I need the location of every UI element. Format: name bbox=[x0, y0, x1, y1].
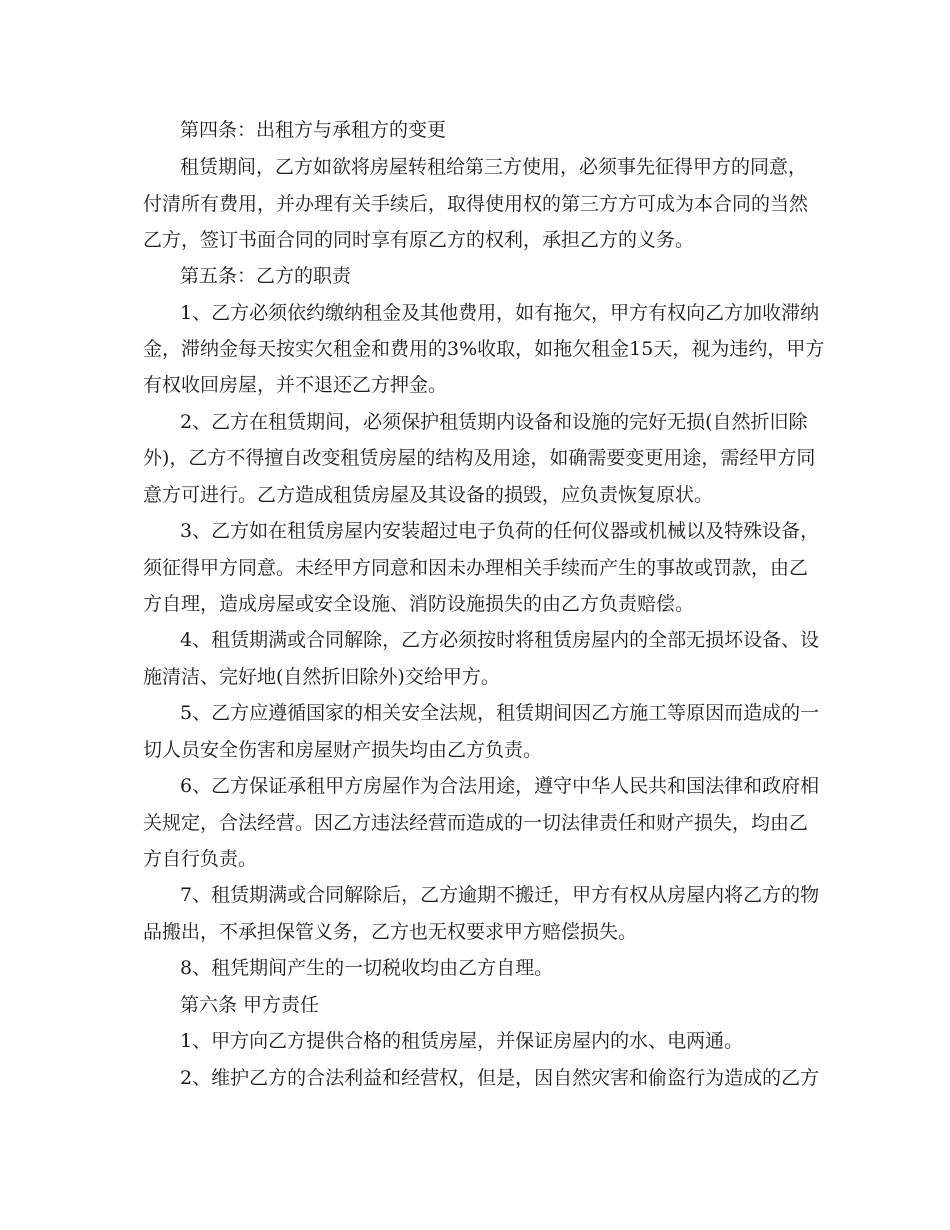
paragraph-line: 金，滞纳金每天按实欠租金和费用的3%收取，如拖欠租金15天，视为违约，甲方 bbox=[143, 338, 825, 360]
paragraph-line: 4、租赁期满或合同解除，乙方必须按时将租赁房屋内的全部无损坏设备、设 bbox=[180, 629, 820, 651]
paragraph-line: 方自理，造成房屋或安全设施、消防设施损失的由乙方负责赔偿。 bbox=[143, 593, 695, 615]
paragraph-line: 关规定，合法经营。因乙方违法经营而造成的一切法律责任和财产损失，均由乙 bbox=[143, 812, 809, 834]
paragraph-line: 租赁期间，乙方如欲将房屋转租给第三方使用，必须事先征得甲方的同意， bbox=[180, 156, 808, 178]
paragraph-line: 1、甲方向乙方提供合格的租赁房屋，并保证房屋内的水、电两通。 bbox=[180, 1030, 744, 1052]
paragraph-line: 外)，乙方不得擅自改变租赁房屋的结构及用途，如确需要变更用途，需经甲方同 bbox=[143, 447, 816, 469]
paragraph-line: 3、乙方如在租赁房屋内安装超过电子负荷的任何仪器或机械以及特殊设备， bbox=[180, 520, 820, 542]
paragraph-line: 施清洁、完好地(自然折旧除外)交给甲方。 bbox=[143, 666, 500, 688]
paragraph-line: 品搬出，不承担保管义务，乙方也无权要求甲方赔偿损失。 bbox=[143, 921, 638, 943]
section-heading-4: 第四条：出租方与承租方的变更 bbox=[180, 119, 447, 141]
paragraph-line: 5、乙方应遵循国家的相关安全法规，租赁期间因乙方施工等原因而造成的一 bbox=[180, 702, 820, 724]
paragraph-line: 有权收回房屋，并不退还乙方押金。 bbox=[143, 374, 448, 396]
paragraph-line: 须征得甲方同意。未经甲方同意和因未办理相关手续而产生的事故或罚款，由乙 bbox=[143, 557, 809, 579]
section-heading-5: 第五条：乙方的职责 bbox=[180, 265, 352, 287]
paragraph-line: 2、维护乙方的合法利益和经营权，但是，因自然灾害和偷盗行为造成的乙方 bbox=[180, 1067, 820, 1089]
paragraph-line: 付清所有费用，并办理有关手续后，取得使用权的第三方方可成为本合同的当然 bbox=[143, 193, 809, 215]
paragraph-line: 方自行负责。 bbox=[143, 848, 258, 870]
paragraph-line: 6、乙方保证承租甲方房屋作为合法用途，遵守中华人民共和国法律和政府相 bbox=[180, 775, 820, 797]
paragraph-line: 7、租赁期满或合同解除后，乙方逾期不搬迁，甲方有权从房屋内将乙方的物 bbox=[180, 884, 820, 906]
paragraph-line: 乙方，签订书面合同的同时享有原乙方的权利，承担乙方的义务。 bbox=[143, 229, 695, 251]
paragraph-line: 1、乙方必须依约缴纳租金及其他费用，如有拖欠，甲方有权向乙方加收滞纳 bbox=[180, 302, 820, 324]
paragraph-line: 2、乙方在租赁期间，必须保护租赁期内设备和设施的完好无损(自然折旧除 bbox=[180, 411, 808, 433]
paragraph-line: 8、租凭期间产生的一切税收均由乙方自理。 bbox=[180, 957, 554, 979]
paragraph-line: 切人员安全伤害和房屋财产损失均由乙方负责。 bbox=[143, 739, 543, 761]
section-heading-6: 第六条 甲方责任 bbox=[180, 994, 320, 1016]
paragraph-line: 意方可进行。乙方造成租赁房屋及其设备的损毁，应负责恢复原状。 bbox=[143, 484, 714, 506]
